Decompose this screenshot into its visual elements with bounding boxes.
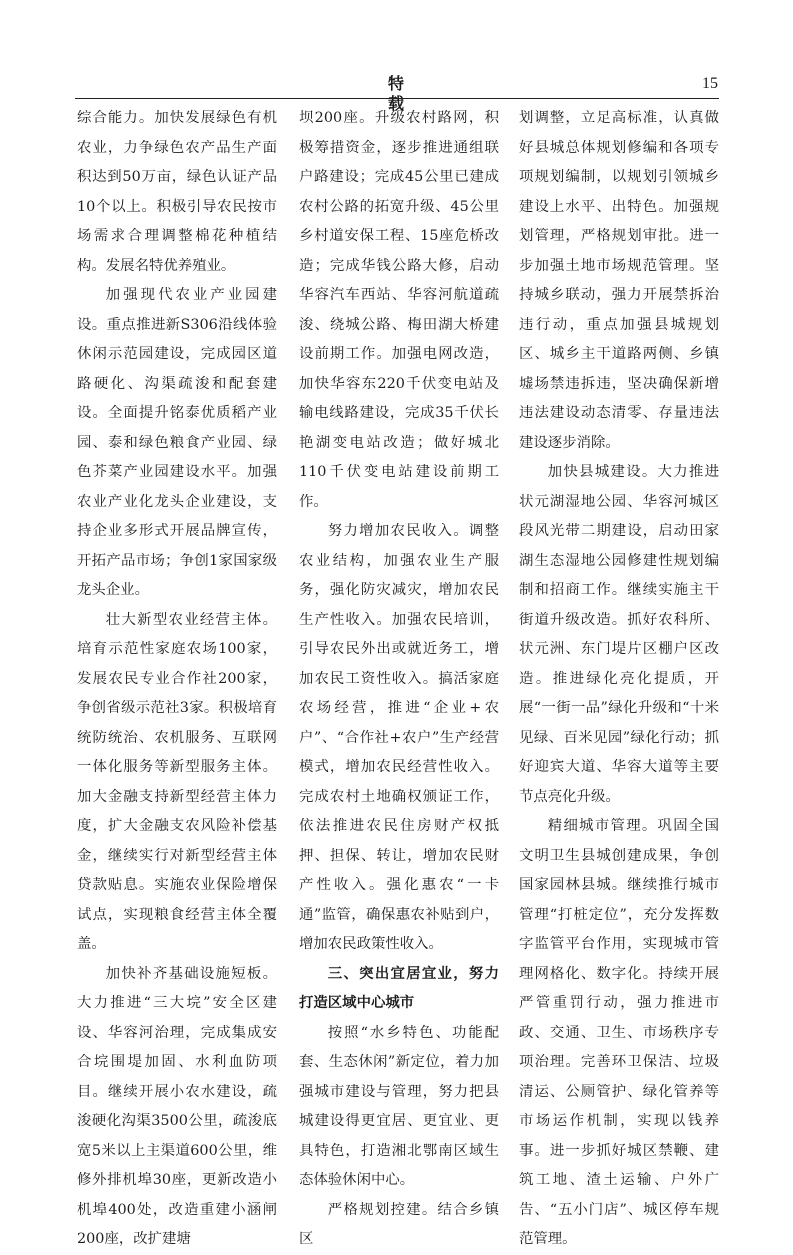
paragraph-lead: 壮大新型农业经营主体。 xyxy=(105,611,277,628)
paragraph-text: 结合乡镇区 xyxy=(299,1201,499,1247)
paragraph-text: 重点推进新S306沿线体验休闲示范园建设，完成园区道路硬化、沟渠疏浚和配套建设。全面提升铭泰优质稻产业园、泰和绿色粮食产业园、绿色芥菜产业园建设水平。加强农业产业化龙头企业建设，支持企业多形式开展品牌宣传，开拓产品市场；争创1家国家级龙头企业。 xyxy=(77,316,277,598)
body-paragraph xyxy=(299,104,499,517)
body-paragraph xyxy=(519,812,719,1255)
paragraph-text: 按照“水乡特色、功能配套、生态休闲”新定位，着力加强城市建设与管理，努力把县城建设得更宜居、更宜业、更具特色，打造湘北鄂南区域生态体验休闲中心。 xyxy=(299,1024,499,1188)
paragraph-text: 综合能力。加快发展绿色有机农业，力争绿色农产品生产面积达到50万亩，绿色认证产品10个以上。积极引导农民按市场需求合理调整棉花种植结构。发展名特优养殖业。 xyxy=(77,110,277,274)
text-column-2 xyxy=(299,104,499,1255)
paragraph-lead: 精细城市管理。 xyxy=(547,818,658,834)
text-column-1 xyxy=(77,104,277,1255)
paragraph-lead: 加快县城建设。 xyxy=(547,464,658,480)
body-paragraph xyxy=(77,281,277,606)
paragraph-text: 调整农业结构，加强农业生产服务，强化防灾减灾，增加农民生产性收入。加强农民培训，引导农民外出或就近务工，增加农民工资性收入。搞活家庭农场经营，推进“企业+农户”、“合作社+农户”生产经营模式，增加农民经营性收入。完成农村土地确权颁证工作，依法推进农民住房财产权抵押、担保、转让，增加农民财产性收入。强化惠农“一卡通”监管，确保惠农补贴到户，增加农民政策性收入。 xyxy=(299,523,499,952)
running-header-title: 特 载 xyxy=(387,74,434,113)
paragraph-text: 坝200座。升级农村路网，积极筹措资金，逐步推进通组联户路建设；完成45公里已建成农村公路的拓宽升级、45公里乡村道安保工程、15座危桥改造；完成华钱公路大修，启动华容汽车西站、华容河航道疏浚、绕城公路、梅田湖大桥建设前期工作。加强电网改造，加快华容东220千伏变电站及输电线路建设，完成35千伏长艳湖变电站改造；做好城北110千伏变电站建设前期工作。 xyxy=(299,110,499,510)
paragraph-lead: 努力增加农民收入。 xyxy=(327,523,469,539)
body-paragraph xyxy=(299,517,499,960)
body-paragraph xyxy=(519,104,719,458)
body-paragraph xyxy=(519,458,719,812)
body-paragraph xyxy=(299,1019,499,1196)
page-number: 15 xyxy=(702,75,718,92)
section-heading: 三、突出宜居宜业，努力打造区域中心城市 xyxy=(299,965,499,1011)
paragraph-text: 培育示范性家庭农场100家，发展农民专业合作社200家，争创省级示范社3家。积极培育统防统治、农机服务、互联网一体化服务等新型服务主体。加大金融支持新型经营主体力度，扩大金融支农风险补偿基金，继续实行对新型经营主体贷款贴息。实施农业保险增保试点，实现粮食经营主体全覆盖。 xyxy=(77,641,277,952)
paragraph-text: 划调整，立足高标准，认真做好县城总体规划修编和各项专项规划编制，以规划引领城乡建设上水平、出特色。加强规划管理，严格规划审批。进一步加强土地市场规范管理。坚持城乡联动，强力开展禁拆治违行动，重点加强县城规划区、城乡主干道路两侧、乡镇墟场禁违拆违，坚决确保新增违法建设动态清零、存量违法建设逐步消除。 xyxy=(519,110,719,451)
paragraph-lead: 加快补齐基础设施短板。 xyxy=(105,965,277,982)
text-column-3 xyxy=(519,104,719,1255)
paragraph-text: 大力推进“三大垸”安全区建设、华容河治理，完成集成安合垸围堤加固、水利血防项目。继续开展小农水建设，疏浚硬化沟渠3500公里，疏浚底宽5米以上主渠道600公里，维修外排机埠30座，更新改造小机埠400处，改造重建小涵闸200座，改扩建塘 xyxy=(77,995,277,1247)
paragraph-lead: 严格规划控建。 xyxy=(327,1201,438,1218)
body-paragraph xyxy=(299,1196,499,1255)
body-paragraph xyxy=(77,104,277,281)
body-paragraph xyxy=(77,606,277,960)
header-rule xyxy=(75,98,719,99)
paragraph-text: 大力推进状元湖湿地公园、华容河城区段风光带二期建设，启动田家湖生态湿地公园修建性规划编制和招商工作。继续实施主干街道升级改造。抓好农科所、状元洲、东门堤片区棚户区改造。推进绿化亮化提质，开展“一街一品”绿化升级和“十米见绿、百米见园”绿化行动；抓好迎宾大道、华容大道等主要节点亮化升级。 xyxy=(519,464,719,805)
paragraph-lead: 加强现代农业产业园建设。 xyxy=(77,287,277,333)
paragraph-text: 巩固全国文明卫生县城创建成果，争创国家园林县城。继续推行城市管理“打桩定位”，充分发挥数字监管平台作用，实现城市管理网格化、数字化。持续开展严管重罚行动，强力推进市政、交通、卫生、市场秩序专项治理。完善环卫保洁、垃圾清运、公厕管护、绿化管养等市场运作机制，实现以钱养事。进一步抓好城区禁鞭、建筑工地、渣土运输、户外广告、“五小门店”、城区停车规范管理。 xyxy=(519,818,719,1247)
body-paragraph xyxy=(77,960,277,1255)
